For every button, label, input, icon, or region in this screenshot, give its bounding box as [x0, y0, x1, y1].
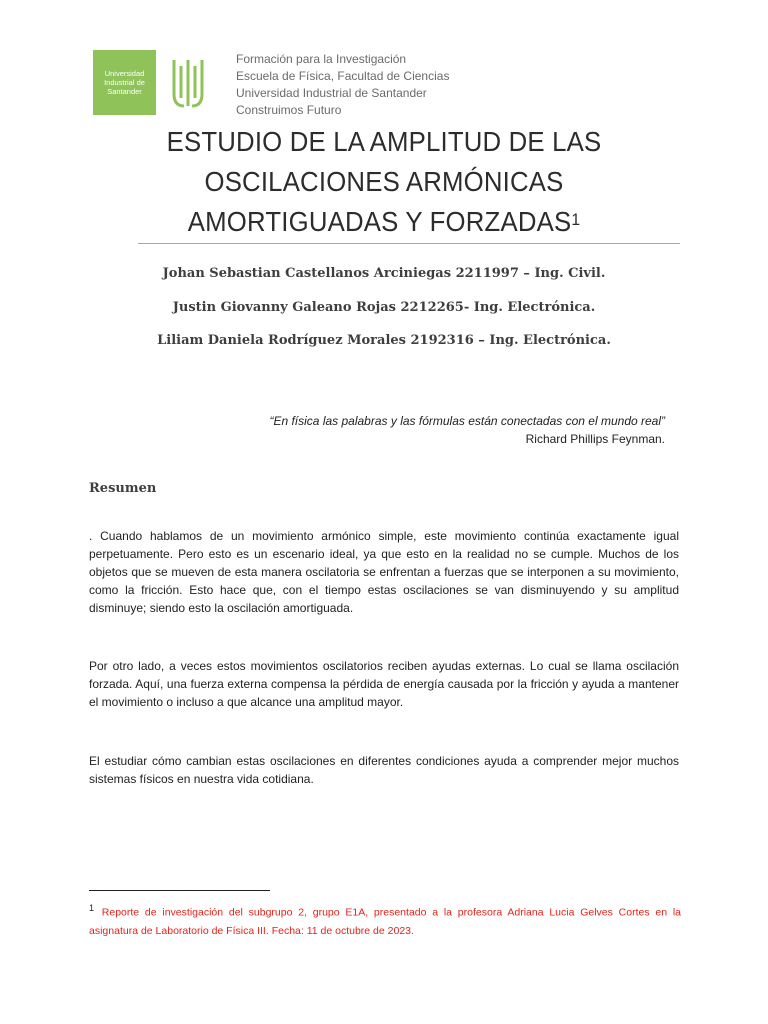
- institution-line: Construimos Futuro: [236, 103, 342, 117]
- title-footnote-mark: 1: [571, 210, 581, 229]
- abstract-heading: Resumen: [89, 481, 157, 496]
- institution-header: [93, 50, 449, 119]
- author-line: Justin Giovanny Galeano Rojas 2212265- Ing. Electrónica.: [172, 300, 596, 315]
- title-line: AMORTIGUADAS Y FORZADAS: [187, 206, 572, 237]
- title-divider: [138, 243, 680, 244]
- abstract-paragraph: . Cuando hablamos de un movimiento armónico simple, este movimiento continúa exactamente igual perpetuamente. Pero esto es un escenario ideal, ya que esto en la realidad no se cumple. Muchos de los objetos que se mueven de esta manera oscilatoria se enfrentan a fuerzas que se interponen a su movimiento, como la fricción. Esto hace que, con el tiempo estas oscilaciones se van disminuyendo y su amplitud disminuye; siendo esto la oscilación amortiguada.: [89, 529, 679, 615]
- author-line: Liliam Daniela Rodríguez Morales 2192316 – Ing. Electrónica.: [157, 333, 611, 348]
- uis-monogram-icon: [158, 50, 218, 115]
- footnote: [89, 899, 681, 940]
- institution-line: Escuela de Física, Facultad de Ciencias: [236, 69, 450, 83]
- footnote-divider: [89, 890, 270, 891]
- paper-title: [86, 122, 682, 242]
- abstract-paragraph: El estudiar cómo cambian estas oscilaciones en diferentes condiciones ayuda a comprender mejor muchos sistemas físicos en nuestra vida cotidiana.: [89, 754, 679, 786]
- epigraph: [269, 412, 665, 448]
- institution-line: Formación para la Investigación: [236, 52, 407, 66]
- epigraph-author: Richard Phillips Feynman.: [525, 432, 665, 446]
- epigraph-text: “En física las palabras y las fórmulas están conectadas con el mundo real”: [269, 414, 665, 428]
- institution-line: Universidad Industrial de Santander: [236, 86, 427, 100]
- footnote-mark: 1: [89, 903, 95, 913]
- institution-lines: [236, 51, 449, 119]
- title-line: ESTUDIO DE LA AMPLITUD DE LAS: [166, 126, 602, 157]
- author-line: Johan Sebastian Castellanos Arciniegas 2211997 – Ing. Civil.: [162, 266, 606, 281]
- title-line: OSCILACIONES ARMÓNICAS: [204, 166, 564, 197]
- university-logo: Universidad Industrial de Santander: [93, 50, 156, 115]
- abstract-paragraph: Por otro lado, a veces estos movimientos oscilatorios reciben ayudas externas. Lo cual se llama oscilación forzada. Aquí, una fuerza externa compensa la pérdida de energía causada por la fricción y ayuda a mantener el movimiento o incluso a que alcance una amplitud mayor.: [89, 659, 679, 709]
- title-line-with-mark: [86, 202, 682, 242]
- footnote-text: Reporte de investigación del subgrupo 2, grupo E1A, presentado a la profesora Adriana Lucia Gelves Cortes en la asignatura de Laboratorio de Física III. Fecha: 11 de octubre de 2023.: [89, 906, 681, 937]
